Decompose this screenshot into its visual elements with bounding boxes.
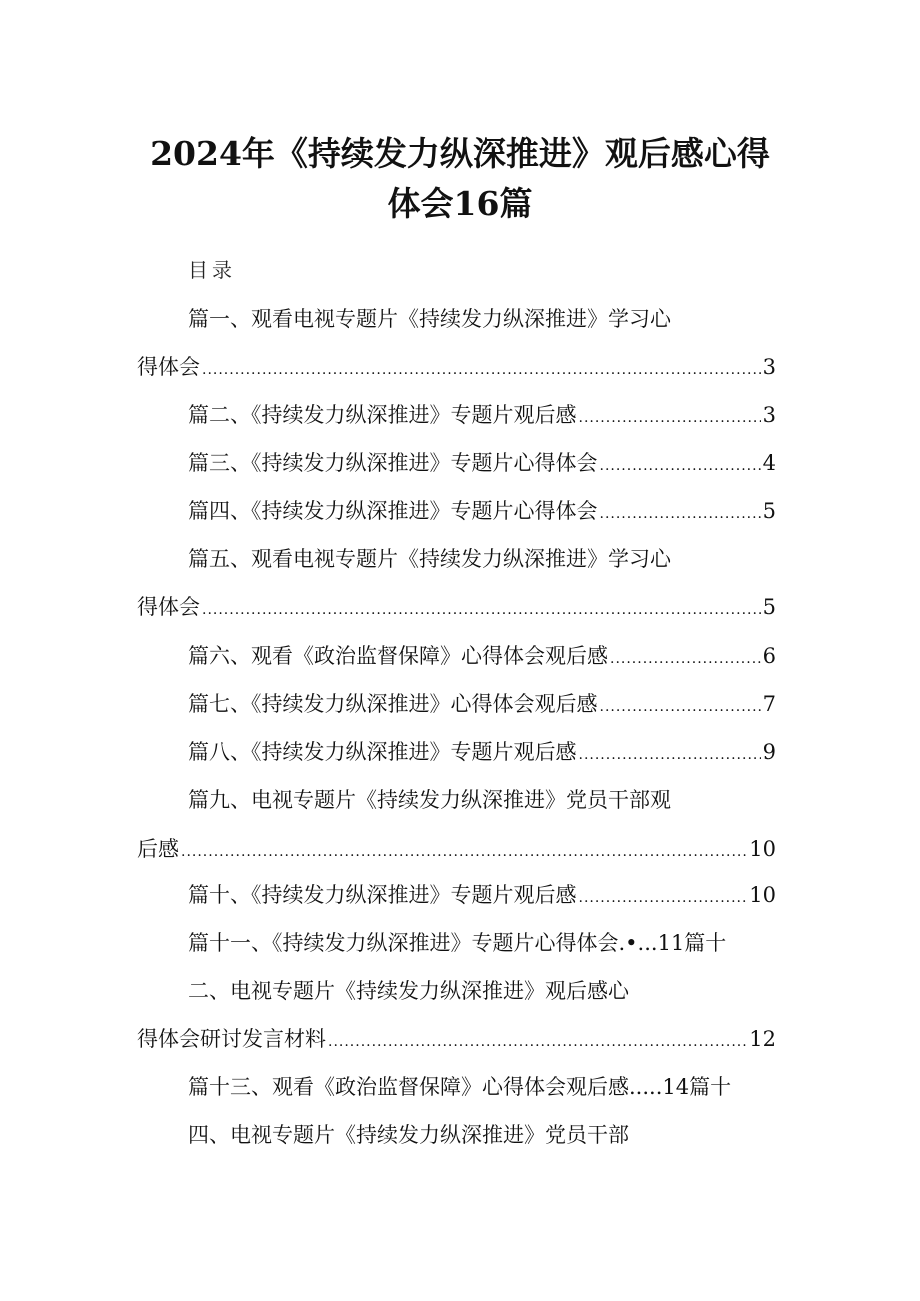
- toc-entry-text: 篇十一、《持续发力纵深推进》专题片心得体会.•...11篇十: [188, 931, 727, 955]
- toc-page-number: 10: [749, 837, 776, 861]
- toc-entry-text: 四、电视专题片《持续发力纵深推进》党员干部: [188, 1123, 629, 1147]
- toc-entry[interactable]: [137, 353, 776, 384]
- toc-dot-leader: [202, 356, 761, 384]
- toc-entry-text: 篇三、《持续发力纵深推进》专题片心得体会: [188, 451, 598, 475]
- toc-page-number: 9: [762, 740, 776, 764]
- toc-page-number: 5: [762, 499, 776, 523]
- toc-page-number: 3: [762, 355, 776, 379]
- toc-heading: 目录: [188, 258, 236, 282]
- toc-dot-leader: [181, 838, 747, 866]
- toc-page-number: 3: [762, 403, 776, 427]
- toc-dot-leader: [600, 500, 761, 528]
- toc-entry-text: 篇八、《持续发力纵深推进》专题片观后感: [188, 740, 577, 764]
- toc-entry-text: 得体会: [137, 355, 200, 379]
- toc-entry-text: 篇一、观看电视专题片《持续发力纵深推进》学习心: [188, 307, 671, 331]
- document-title-line-2: 体会16篇: [387, 184, 533, 223]
- toc-entry-text: 后感: [137, 837, 179, 861]
- toc-entry[interactable]: [188, 401, 776, 432]
- toc-entry[interactable]: [188, 1073, 731, 1101]
- toc-entry-text: 篇十三、观看《政治监督保障》心得体会观后感.....14篇十: [188, 1075, 732, 1099]
- toc-entry-text: 二、电视专题片《持续发力纵深推进》观后感心: [188, 979, 629, 1003]
- toc-entry-text: 篇四、《持续发力纵深推进》专题片心得体会: [188, 499, 598, 523]
- toc-dot-leader: [579, 741, 761, 769]
- toc-entry[interactable]: [188, 690, 776, 721]
- toc-page-number: 6: [762, 644, 776, 668]
- toc-entry-text: 篇七、《持续发力纵深推进》心得体会观后感: [188, 692, 598, 716]
- toc-entry-text: 篇五、观看电视专题片《持续发力纵深推进》学习心: [188, 547, 671, 571]
- toc-entry-text: 篇二、《持续发力纵深推进》专题片观后感: [188, 403, 577, 427]
- toc-entry[interactable]: [188, 738, 776, 769]
- toc-dot-leader: [328, 1028, 747, 1056]
- toc-entry[interactable]: [137, 1025, 776, 1056]
- toc-entry: [188, 786, 671, 814]
- toc-page-number: 5: [762, 595, 776, 619]
- toc-entry[interactable]: [188, 929, 726, 957]
- toc-entry: [188, 1121, 629, 1149]
- toc-entry: [188, 305, 671, 333]
- toc-entry-text: 篇九、电视专题片《持续发力纵深推进》党员干部观: [188, 788, 671, 812]
- toc-entry-text: 得体会: [137, 595, 200, 619]
- toc-entry[interactable]: [188, 642, 776, 673]
- toc-dot-leader: [579, 404, 761, 432]
- toc-entry-text: 得体会研讨发言材料: [137, 1027, 326, 1051]
- toc-dot-leader: [600, 693, 761, 721]
- toc-entry-text: 篇六、观看《政治监督保障》心得体会观后感: [188, 644, 608, 668]
- toc-dot-leader: [610, 645, 761, 673]
- toc-page-number: 10: [749, 883, 776, 907]
- toc-entry[interactable]: [188, 497, 776, 528]
- toc-page-number: 12: [749, 1027, 776, 1051]
- toc-dot-leader: [579, 884, 748, 912]
- toc-entry[interactable]: [188, 449, 776, 480]
- toc-entry[interactable]: [137, 835, 776, 866]
- toc-page-number: 4: [762, 451, 776, 475]
- toc-dot-leader: [202, 596, 761, 624]
- document-title-line-1: 2024年《持续发力纵深推进》观后感心得: [150, 134, 770, 173]
- toc-entry: [188, 977, 629, 1005]
- toc-dot-leader: [600, 452, 761, 480]
- toc-entry: [188, 545, 671, 573]
- toc-entry[interactable]: [188, 881, 776, 912]
- toc-entry[interactable]: [137, 593, 776, 624]
- toc-entry-text: 篇十、《持续发力纵深推进》专题片观后感: [188, 883, 577, 907]
- toc-page-number: 7: [762, 692, 776, 716]
